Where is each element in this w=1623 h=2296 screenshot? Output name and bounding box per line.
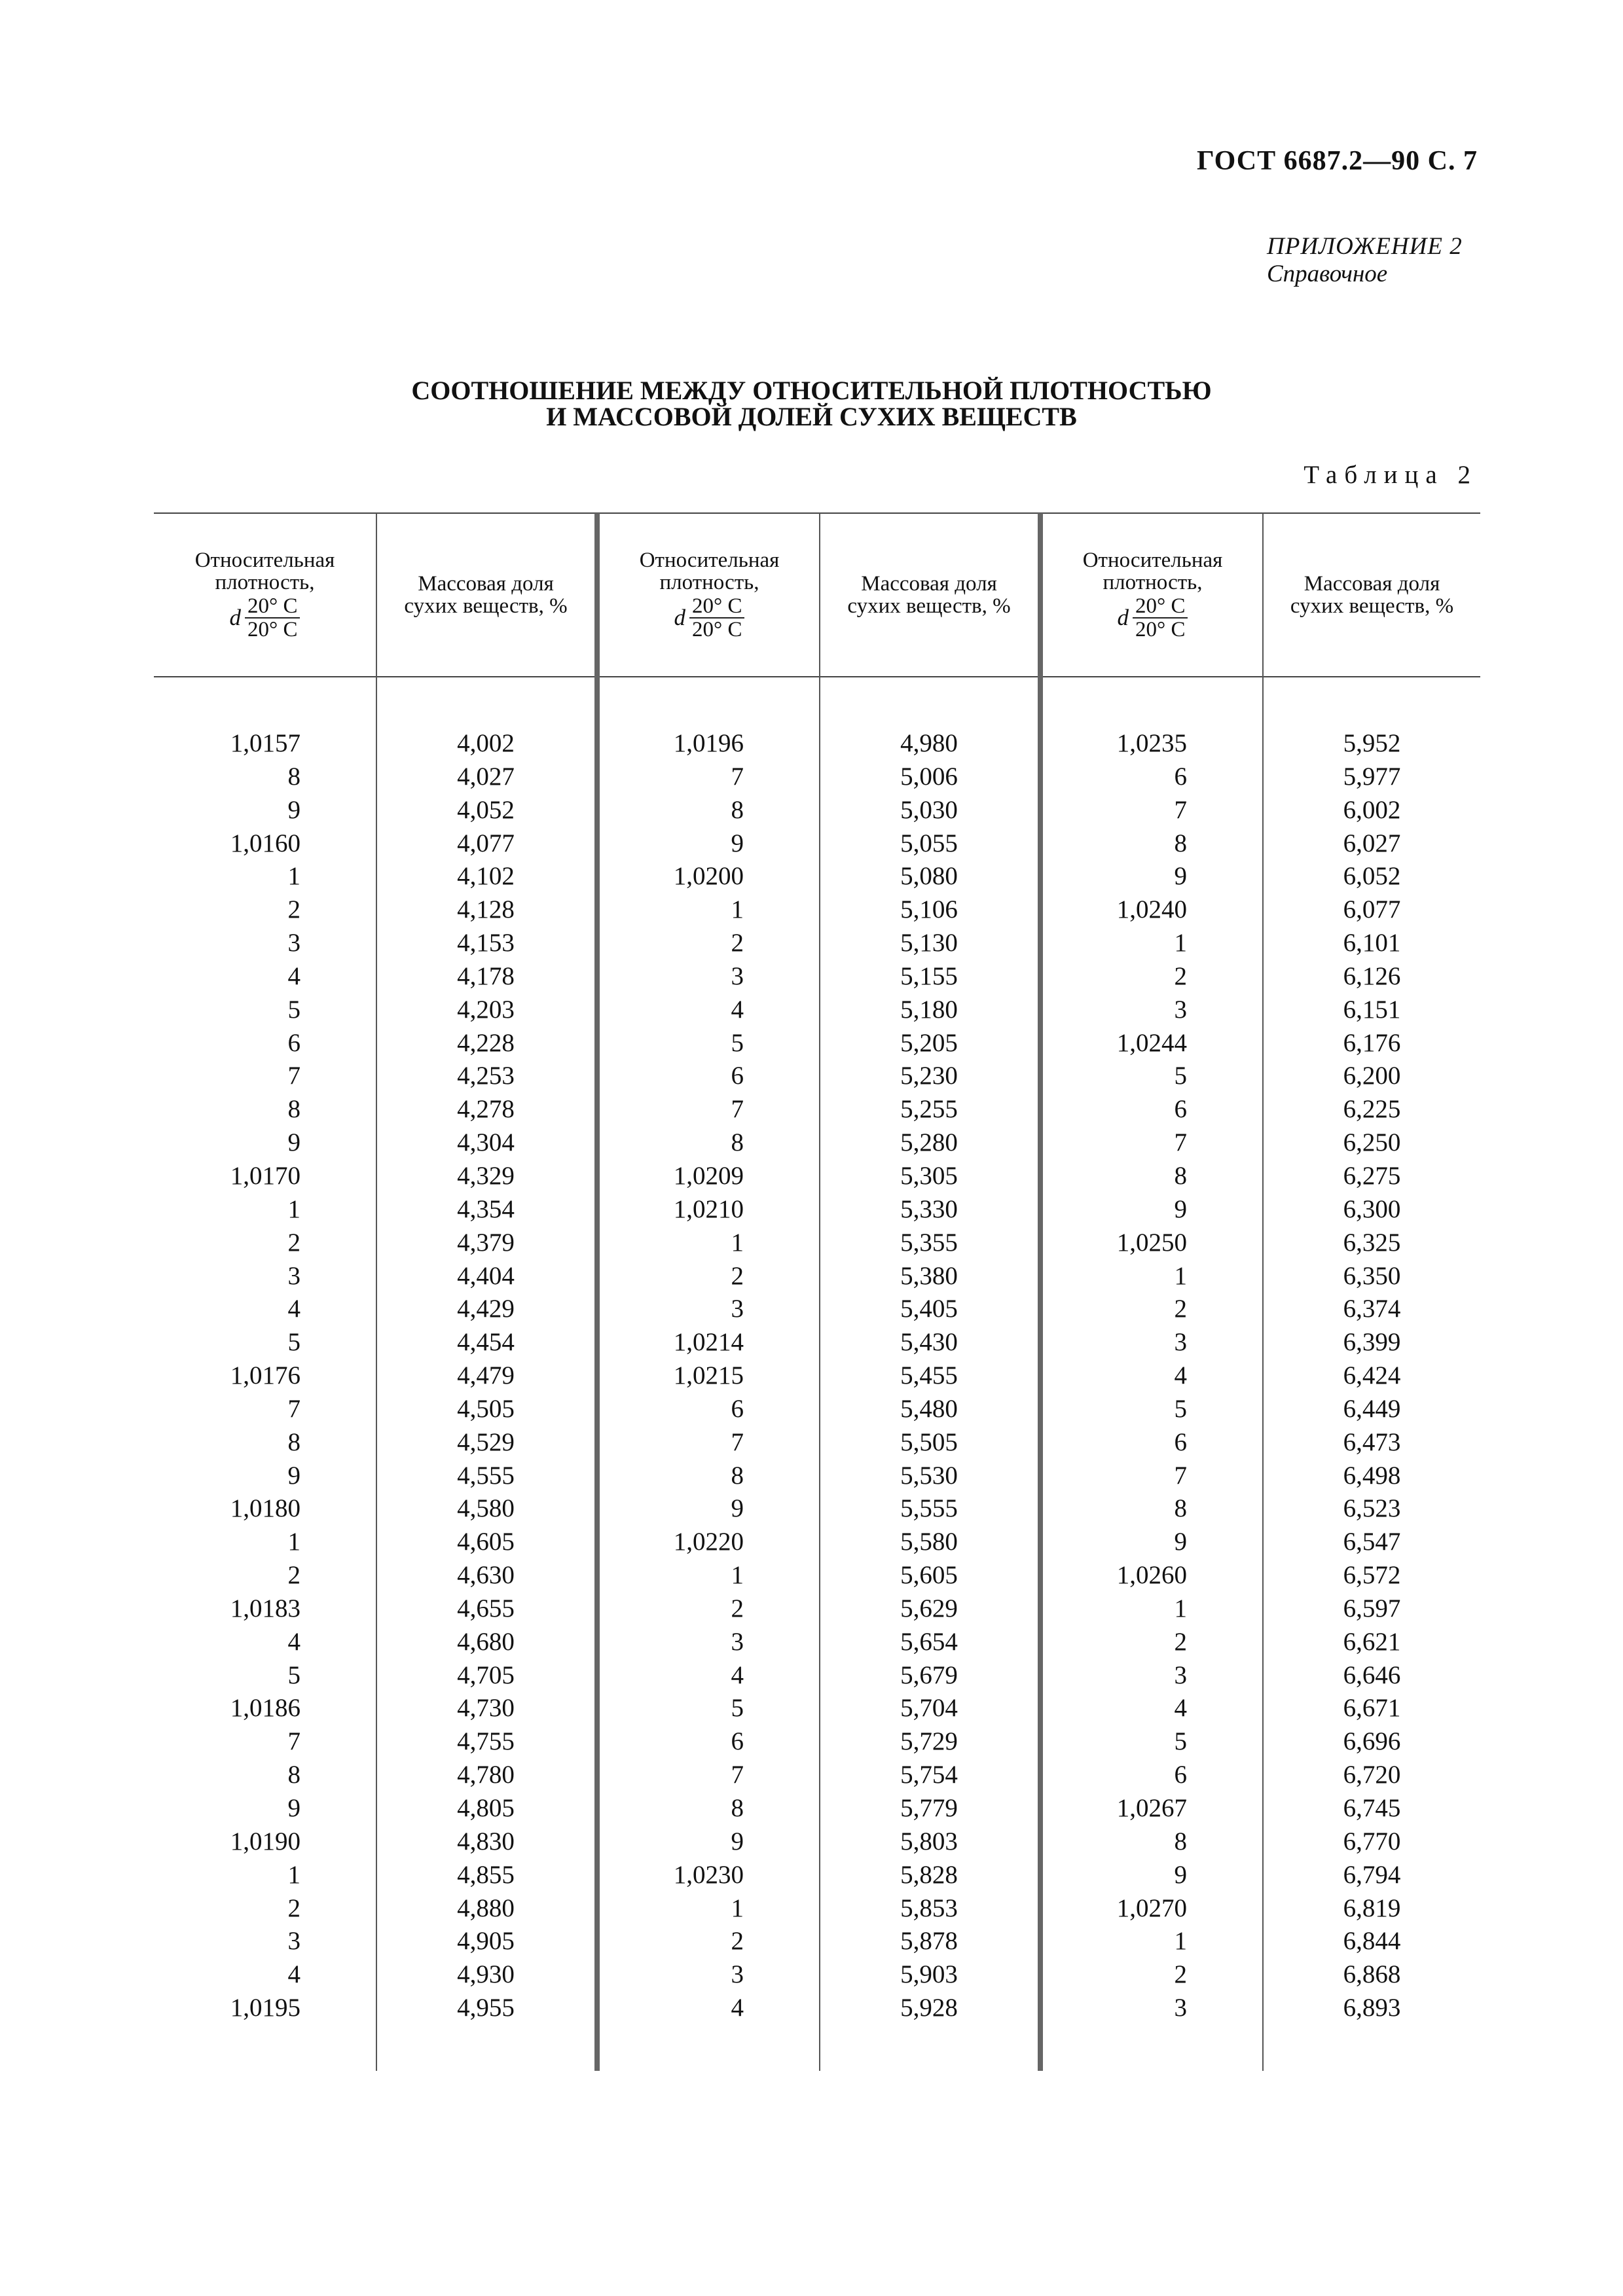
density-value: 1 xyxy=(731,895,744,924)
mass-fraction-value: 6,523 xyxy=(1343,1494,1401,1523)
mass-fraction-value: 4,905 xyxy=(457,1927,515,1956)
mass-fraction-value: 6,225 xyxy=(1343,1095,1401,1124)
mass-fraction-value: 4,429 xyxy=(457,1295,515,1323)
density-value: 4 xyxy=(287,1627,301,1656)
mass-fraction-value: 6,250 xyxy=(1343,1128,1401,1157)
density-value: 2 xyxy=(287,1893,301,1922)
mass-fraction-value: 5,330 xyxy=(900,1194,958,1223)
mass-fraction-value: 5,555 xyxy=(900,1494,958,1523)
density-value: 3 xyxy=(731,1627,744,1656)
density-value: 3 xyxy=(287,1261,301,1290)
density-formula xyxy=(674,595,745,641)
density-value: 6 xyxy=(731,1394,744,1423)
mass-fraction-value: 6,794 xyxy=(1343,1860,1401,1889)
density-value: 9 xyxy=(731,1494,744,1523)
group-divider xyxy=(1038,513,1043,2071)
density-value: 9 xyxy=(1174,1194,1187,1223)
mass-fraction-value: 4,805 xyxy=(457,1794,515,1822)
density-value: 8 xyxy=(287,762,301,791)
density-value: 7 xyxy=(287,1394,301,1423)
density-value: 1,0196 xyxy=(673,729,744,757)
mass-fraction-value: 5,305 xyxy=(900,1161,958,1190)
density-value: 1,0260 xyxy=(1116,1561,1187,1590)
density-value: 1,0180 xyxy=(230,1494,301,1523)
mass-fraction-value: 4,329 xyxy=(457,1161,515,1190)
mass-fraction-value: 4,880 xyxy=(457,1893,515,1922)
density-value: 2 xyxy=(287,895,301,924)
mass-fraction-value: 5,654 xyxy=(900,1627,958,1656)
density-value: 9 xyxy=(731,1827,744,1856)
document-title xyxy=(0,378,1623,430)
document-title-line-1: СООТНОШЕНИЕ МЕЖДУ ОТНОСИТЕЛЬНОЙ ПЛОТНОСТЬЮ xyxy=(411,376,1212,405)
mass-fraction-value: 6,621 xyxy=(1343,1627,1401,1656)
temperature-fraction xyxy=(1133,595,1188,641)
density-value: 1 xyxy=(287,862,301,891)
mass-fraction-value: 5,430 xyxy=(900,1328,958,1357)
appendix-note: Справочное xyxy=(1267,260,1388,287)
header-mass-text: сухих веществ, % xyxy=(1290,594,1454,618)
density-value: 2 xyxy=(1174,1627,1187,1656)
density-value: 1,0230 xyxy=(673,1860,744,1889)
density-value: 1,0160 xyxy=(230,829,301,857)
mass-fraction-value: 5,952 xyxy=(1343,729,1401,757)
density-value: 1,0183 xyxy=(230,1594,301,1623)
density-value: 8 xyxy=(731,1794,744,1822)
mass-fraction-value: 5,080 xyxy=(900,862,958,891)
density-value: 1 xyxy=(731,1893,744,1922)
mass-fraction-value: 5,977 xyxy=(1343,762,1401,791)
density-value: 1,0214 xyxy=(673,1328,744,1357)
mass-fraction-value: 6,720 xyxy=(1343,1761,1401,1789)
mass-fraction-value: 6,868 xyxy=(1343,1960,1401,1989)
mass-fraction-value: 4,153 xyxy=(457,929,515,958)
mass-fraction-value: 5,455 xyxy=(900,1361,958,1390)
density-value: 5 xyxy=(287,1328,301,1357)
density-value: 2 xyxy=(287,1228,301,1257)
density-value: 1 xyxy=(287,1194,301,1223)
mass-fraction-value: 5,803 xyxy=(900,1827,958,1856)
mass-fraction-value: 4,278 xyxy=(457,1095,515,1124)
mass-fraction-value: 5,155 xyxy=(900,961,958,990)
fraction-numerator: 20° С xyxy=(689,595,744,619)
mass-fraction-value: 4,404 xyxy=(457,1261,515,1290)
mass-fraction-value: 5,878 xyxy=(900,1927,958,1956)
density-value: 2 xyxy=(287,1561,301,1590)
density-value: 1,0157 xyxy=(230,729,301,757)
mass-fraction-value: 4,855 xyxy=(457,1860,515,1889)
density-value: 9 xyxy=(287,1128,301,1157)
density-value: 5 xyxy=(1174,1727,1187,1756)
density-value: 1 xyxy=(1174,1594,1187,1623)
header-density-3 xyxy=(1043,513,1262,676)
mass-fraction-value: 5,779 xyxy=(900,1794,958,1822)
mass-fraction-value: 6,745 xyxy=(1343,1794,1401,1822)
fraction-denominator: 20° С xyxy=(247,617,298,641)
document-title-line-2: И МАССОВОЙ ДОЛЕЙ СУХИХ ВЕЩЕСТВ xyxy=(546,402,1077,431)
density-value: 3 xyxy=(1174,1994,1187,2022)
density-value: 1,0176 xyxy=(230,1361,301,1390)
mass-fraction-value: 5,903 xyxy=(900,1960,958,1989)
density-value: 1,0270 xyxy=(1116,1893,1187,1922)
mass-fraction-value: 4,580 xyxy=(457,1494,515,1523)
density-value: 1,0240 xyxy=(1116,895,1187,924)
appendix-title: ПРИЛОЖЕНИЕ 2 xyxy=(1267,233,1463,260)
density-value: 3 xyxy=(731,1295,744,1323)
temperature-fraction xyxy=(245,595,300,641)
header-density-2 xyxy=(600,513,819,676)
mass-fraction-value: 5,928 xyxy=(900,1994,958,2022)
mass-fraction-value: 5,480 xyxy=(900,1394,958,1423)
mass-fraction-value: 6,374 xyxy=(1343,1295,1401,1323)
mass-fraction-value: 5,580 xyxy=(900,1528,958,1556)
mass-fraction-value: 5,255 xyxy=(900,1095,958,1124)
density-value: 1 xyxy=(731,1228,744,1257)
mass-fraction-value: 6,300 xyxy=(1343,1194,1401,1223)
mass-fraction-value: 6,077 xyxy=(1343,895,1401,924)
mass-fraction-value: 4,830 xyxy=(457,1827,515,1856)
density-value: 1,0190 xyxy=(230,1827,301,1856)
density-value: 9 xyxy=(1174,1860,1187,1889)
header-mass-text: Массовая доля xyxy=(418,571,554,596)
density-value: 3 xyxy=(1174,1328,1187,1357)
mass-fraction-value: 5,729 xyxy=(900,1727,958,1756)
density-value: 1 xyxy=(287,1528,301,1556)
density-symbol: d xyxy=(1117,604,1129,630)
density-value: 1,0215 xyxy=(673,1361,744,1390)
mass-fraction-value: 4,529 xyxy=(457,1427,515,1456)
density-value: 8 xyxy=(1174,1161,1187,1190)
density-value: 3 xyxy=(731,961,744,990)
mass-column-1 xyxy=(377,727,594,2025)
density-value: 1,0244 xyxy=(1116,1028,1187,1057)
mass-fraction-value: 4,680 xyxy=(457,1627,515,1656)
mass-fraction-value: 5,505 xyxy=(900,1427,958,1456)
density-value: 1 xyxy=(287,1860,301,1889)
density-value: 8 xyxy=(731,1461,744,1490)
mass-fraction-value: 6,027 xyxy=(1343,829,1401,857)
header-density-1 xyxy=(154,513,376,676)
mass-fraction-value: 4,705 xyxy=(457,1660,515,1689)
density-value: 8 xyxy=(1174,1494,1187,1523)
density-value: 1,0267 xyxy=(1116,1794,1187,1822)
mass-fraction-value: 6,893 xyxy=(1343,1994,1401,2022)
density-column-3 xyxy=(1043,727,1187,2025)
mass-fraction-value: 5,530 xyxy=(900,1461,958,1490)
density-value: 2 xyxy=(1174,1960,1187,1989)
mass-fraction-value: 4,454 xyxy=(457,1328,515,1357)
mass-fraction-value: 5,405 xyxy=(900,1295,958,1323)
density-value: 6 xyxy=(731,1062,744,1090)
mass-fraction-value: 6,819 xyxy=(1343,1893,1401,1922)
density-value: 9 xyxy=(1174,862,1187,891)
density-formula xyxy=(230,595,301,641)
density-value: 5 xyxy=(1174,1062,1187,1090)
density-value: 7 xyxy=(287,1062,301,1090)
mass-fraction-value: 5,205 xyxy=(900,1028,958,1057)
header-mass-1 xyxy=(377,513,594,676)
mass-fraction-value: 6,696 xyxy=(1343,1727,1401,1756)
density-value: 1,0200 xyxy=(673,862,744,891)
header-mass-3 xyxy=(1264,513,1480,676)
density-value: 5 xyxy=(287,995,301,1024)
density-value: 5 xyxy=(731,1694,744,1723)
density-value: 1,0220 xyxy=(673,1528,744,1556)
mass-fraction-value: 5,180 xyxy=(900,995,958,1024)
mass-fraction-value: 4,052 xyxy=(457,795,515,824)
mass-fraction-value: 4,730 xyxy=(457,1694,515,1723)
density-value: 9 xyxy=(287,1461,301,1490)
header-mass-2 xyxy=(820,513,1038,676)
density-value: 1,0235 xyxy=(1116,729,1187,757)
density-value: 8 xyxy=(731,795,744,824)
density-value: 6 xyxy=(287,1028,301,1057)
density-value: 4 xyxy=(731,995,744,1024)
mass-fraction-value: 6,002 xyxy=(1343,795,1401,824)
mass-fraction-value: 4,203 xyxy=(457,995,515,1024)
density-value: 8 xyxy=(287,1095,301,1124)
mass-fraction-value: 5,380 xyxy=(900,1261,958,1290)
mass-fraction-value: 5,230 xyxy=(900,1062,958,1090)
mass-fraction-value: 6,844 xyxy=(1343,1927,1401,1956)
mass-fraction-value: 4,555 xyxy=(457,1461,515,1490)
density-value: 5 xyxy=(1174,1394,1187,1423)
density-value: 4 xyxy=(287,1295,301,1323)
header-density-text: плотность, xyxy=(215,570,315,594)
density-value: 2 xyxy=(731,1927,744,1956)
mass-fraction-value: 6,176 xyxy=(1343,1028,1401,1057)
density-value: 4 xyxy=(731,1660,744,1689)
mass-fraction-value: 6,473 xyxy=(1343,1427,1401,1456)
mass-fraction-value: 5,130 xyxy=(900,929,958,958)
density-value: 1,0195 xyxy=(230,1994,301,2022)
mass-fraction-value: 4,354 xyxy=(457,1194,515,1223)
density-value: 1 xyxy=(1174,1261,1187,1290)
density-value: 7 xyxy=(731,762,744,791)
density-value: 3 xyxy=(1174,1660,1187,1689)
header-mass-text: сухих веществ, % xyxy=(847,594,1011,618)
mass-fraction-value: 4,505 xyxy=(457,1394,515,1423)
page-reference: ГОСТ 6687.2—90 С. 7 xyxy=(1196,146,1478,176)
density-value: 8 xyxy=(287,1427,301,1456)
density-value: 9 xyxy=(287,1794,301,1822)
header-density-text: плотность, xyxy=(1103,570,1203,594)
density-value: 7 xyxy=(731,1095,744,1124)
mass-fraction-value: 4,780 xyxy=(457,1761,515,1789)
mass-column-2 xyxy=(820,727,1038,2025)
density-value: 6 xyxy=(731,1727,744,1756)
density-value: 7 xyxy=(1174,1128,1187,1157)
density-value: 3 xyxy=(1174,995,1187,1024)
mass-fraction-value: 6,052 xyxy=(1343,862,1401,891)
density-value: 7 xyxy=(731,1427,744,1456)
density-value: 2 xyxy=(731,1261,744,1290)
density-value: 4 xyxy=(287,961,301,990)
density-value: 6 xyxy=(1174,1761,1187,1789)
density-value: 4 xyxy=(1174,1694,1187,1723)
density-value: 6 xyxy=(1174,1427,1187,1456)
mass-fraction-value: 6,399 xyxy=(1343,1328,1401,1357)
mass-fraction-value: 6,498 xyxy=(1343,1461,1401,1490)
density-value: 8 xyxy=(1174,1827,1187,1856)
density-value: 2 xyxy=(731,929,744,958)
mass-column-3 xyxy=(1264,727,1480,2025)
mass-fraction-value: 4,102 xyxy=(457,862,515,891)
mass-fraction-value: 6,770 xyxy=(1343,1827,1401,1856)
density-symbol: d xyxy=(229,604,242,630)
header-density-text: Относительная xyxy=(639,548,780,572)
density-value: 1,0170 xyxy=(230,1161,301,1190)
mass-fraction-value: 6,597 xyxy=(1343,1594,1401,1623)
mass-fraction-value: 4,228 xyxy=(457,1028,515,1057)
density-value: 2 xyxy=(731,1594,744,1623)
density-value: 2 xyxy=(1174,961,1187,990)
mass-fraction-value: 4,930 xyxy=(457,1960,515,1989)
density-value: 2 xyxy=(1174,1295,1187,1323)
mass-fraction-value: 6,101 xyxy=(1343,929,1401,958)
density-value: 7 xyxy=(1174,1461,1187,1490)
mass-fraction-value: 5,754 xyxy=(900,1761,958,1789)
density-value: 9 xyxy=(731,829,744,857)
fraction-denominator: 20° С xyxy=(692,617,742,641)
density-column-2 xyxy=(600,727,744,2025)
table-header-rule xyxy=(154,676,1480,677)
mass-fraction-value: 4,980 xyxy=(900,729,958,757)
density-value: 8 xyxy=(731,1128,744,1157)
mass-fraction-value: 6,325 xyxy=(1343,1228,1401,1257)
mass-fraction-value: 5,629 xyxy=(900,1594,958,1623)
density-value: 5 xyxy=(287,1660,301,1689)
density-value: 6 xyxy=(1174,762,1187,791)
mass-fraction-value: 4,077 xyxy=(457,829,515,857)
mass-fraction-value: 4,755 xyxy=(457,1727,515,1756)
density-value: 3 xyxy=(287,1927,301,1956)
density-value: 1 xyxy=(1174,929,1187,958)
fraction-numerator: 20° С xyxy=(245,595,300,619)
mass-fraction-value: 6,547 xyxy=(1343,1528,1401,1556)
mass-fraction-value: 5,853 xyxy=(900,1893,958,1922)
mass-fraction-value: 5,280 xyxy=(900,1128,958,1157)
header-mass-text: сухих веществ, % xyxy=(404,594,568,618)
mass-fraction-value: 5,355 xyxy=(900,1228,958,1257)
density-value: 7 xyxy=(731,1761,744,1789)
density-value: 3 xyxy=(731,1960,744,1989)
density-value: 1 xyxy=(731,1561,744,1590)
density-value: 8 xyxy=(1174,829,1187,857)
mass-fraction-value: 4,605 xyxy=(457,1528,515,1556)
appendix-label xyxy=(1267,233,1463,288)
density-value: 8 xyxy=(287,1761,301,1789)
density-value: 4 xyxy=(287,1960,301,1989)
mass-fraction-value: 4,178 xyxy=(457,961,515,990)
mass-fraction-value: 5,704 xyxy=(900,1694,958,1723)
group-divider xyxy=(594,513,600,2071)
fraction-denominator: 20° С xyxy=(1135,617,1186,641)
density-symbol: d xyxy=(674,604,686,630)
mass-fraction-value: 4,253 xyxy=(457,1062,515,1090)
mass-fraction-value: 5,055 xyxy=(900,829,958,857)
temperature-fraction xyxy=(689,595,744,641)
mass-fraction-value: 5,006 xyxy=(900,762,958,791)
density-value: 9 xyxy=(1174,1528,1187,1556)
mass-fraction-value: 4,027 xyxy=(457,762,515,791)
mass-fraction-value: 6,151 xyxy=(1343,995,1401,1024)
mass-fraction-value: 4,630 xyxy=(457,1561,515,1590)
fraction-numerator: 20° С xyxy=(1133,595,1188,619)
density-value: 9 xyxy=(287,795,301,824)
mass-fraction-value: 4,304 xyxy=(457,1128,515,1157)
mass-fraction-value: 6,126 xyxy=(1343,961,1401,990)
mass-fraction-value: 5,605 xyxy=(900,1561,958,1590)
header-density-text: Относительная xyxy=(194,548,335,572)
density-value: 5 xyxy=(731,1028,744,1057)
header-density-text: Относительная xyxy=(1082,548,1223,572)
density-value: 1,0250 xyxy=(1116,1228,1187,1257)
density-formula xyxy=(1118,595,1188,641)
mass-fraction-value: 4,379 xyxy=(457,1228,515,1257)
mass-fraction-value: 6,275 xyxy=(1343,1161,1401,1190)
mass-fraction-value: 6,449 xyxy=(1343,1394,1401,1423)
density-column-1 xyxy=(154,727,301,2025)
mass-fraction-value: 4,128 xyxy=(457,895,515,924)
density-value: 1,0186 xyxy=(230,1694,301,1723)
density-value: 3 xyxy=(287,929,301,958)
density-value: 6 xyxy=(1174,1095,1187,1124)
header-mass-text: Массовая доля xyxy=(1304,571,1440,596)
mass-fraction-value: 5,679 xyxy=(900,1660,958,1689)
mass-fraction-value: 4,479 xyxy=(457,1361,515,1390)
mass-fraction-value: 6,646 xyxy=(1343,1660,1401,1689)
header-density-text: плотность, xyxy=(659,570,759,594)
mass-fraction-value: 6,200 xyxy=(1343,1062,1401,1090)
mass-fraction-value: 6,350 xyxy=(1343,1261,1401,1290)
density-value: 1,0210 xyxy=(673,1194,744,1223)
density-value: 1,0209 xyxy=(673,1161,744,1190)
mass-fraction-value: 4,655 xyxy=(457,1594,515,1623)
mass-fraction-value: 6,424 xyxy=(1343,1361,1401,1390)
mass-fraction-value: 4,955 xyxy=(457,1994,515,2022)
mass-fraction-value: 5,106 xyxy=(900,895,958,924)
header-mass-text: Массовая доля xyxy=(861,571,997,596)
density-value: 7 xyxy=(287,1727,301,1756)
table-caption: Таблица 2 xyxy=(1304,461,1478,489)
mass-fraction-value: 5,828 xyxy=(900,1860,958,1889)
density-value: 4 xyxy=(1174,1361,1187,1390)
density-value: 7 xyxy=(1174,795,1187,824)
mass-fraction-value: 6,671 xyxy=(1343,1694,1401,1723)
density-value: 4 xyxy=(731,1994,744,2022)
mass-fraction-value: 6,572 xyxy=(1343,1561,1401,1590)
mass-fraction-value: 4,002 xyxy=(457,729,515,757)
mass-fraction-value: 5,030 xyxy=(900,795,958,824)
density-value: 1 xyxy=(1174,1927,1187,1956)
